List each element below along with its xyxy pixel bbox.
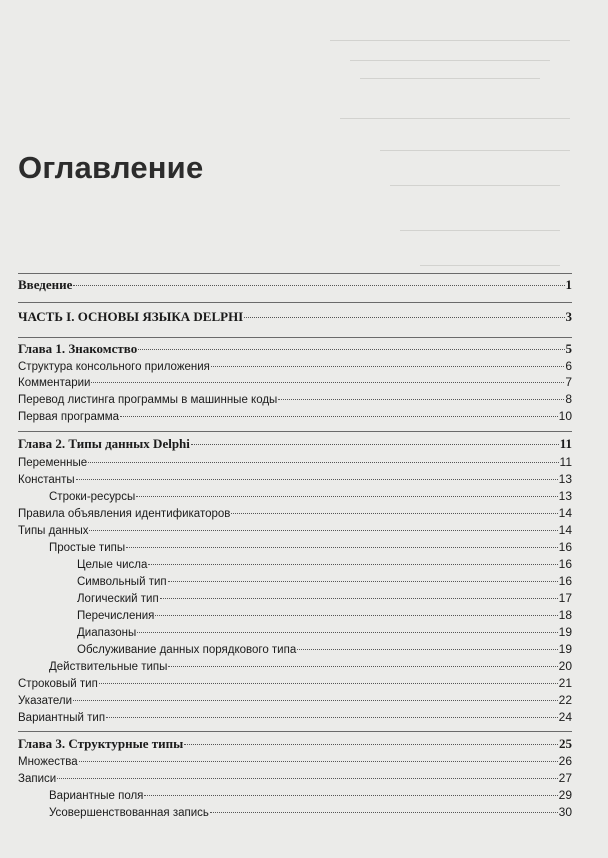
leader-dots	[57, 778, 557, 779]
section-divider	[18, 731, 572, 732]
toc-entry-label: Указатели	[18, 695, 73, 707]
toc-entry[interactable]	[77, 624, 572, 641]
toc-entry-label: Первая программа	[18, 411, 120, 423]
toc-entry-introduction[interactable]	[18, 277, 572, 293]
toc-entry[interactable]	[18, 505, 572, 522]
toc-entry[interactable]	[18, 471, 572, 488]
toc-entry-page: 19	[558, 642, 572, 656]
show-through	[420, 265, 560, 266]
toc-entry[interactable]	[18, 692, 572, 709]
toc-entry-label: Обслуживание данных порядкового типа	[77, 644, 297, 656]
leader-dots	[89, 530, 557, 531]
toc-entry[interactable]	[18, 358, 572, 375]
leader-dots	[184, 744, 558, 745]
toc-entry-label: Глава 3. Структурные типы	[18, 736, 184, 751]
leader-dots	[99, 683, 558, 684]
toc-entry-label: Правила объявления идентификаторов	[18, 508, 231, 520]
toc-entry-page: 13	[558, 472, 572, 486]
toc-entry-label: Перевод листинга программы в машинные коды	[18, 394, 278, 406]
toc-entry-label: Константы	[18, 474, 75, 486]
leader-dots	[76, 479, 558, 480]
toc-entry-chapter-3[interactable]	[18, 736, 572, 752]
leader-dots	[168, 581, 558, 582]
show-through	[330, 40, 570, 41]
toc-entry-page: 3	[565, 309, 572, 324]
toc-entry-label: Логический тип	[77, 593, 159, 605]
toc-entry[interactable]	[49, 488, 572, 505]
toc-entry-label: Записи	[18, 773, 57, 785]
leader-dots	[211, 366, 564, 367]
toc-entry-page: 14	[558, 506, 572, 520]
toc-entry-page: 17	[558, 591, 572, 605]
leader-dots	[191, 444, 559, 445]
toc-entry-label: Простые типы	[49, 542, 126, 554]
toc-entry-chapter-2[interactable]	[18, 436, 572, 452]
section-divider	[18, 302, 572, 303]
toc-entry-page: 22	[558, 693, 572, 707]
toc-entry[interactable]	[18, 753, 572, 770]
toc-entry[interactable]	[18, 770, 572, 787]
toc-entry-page: 16	[558, 574, 572, 588]
toc-entry-page: 19	[558, 625, 572, 639]
show-through	[380, 150, 570, 151]
leader-dots	[278, 399, 564, 400]
toc-entry-page: 11	[559, 436, 572, 451]
toc-entry-page: 25	[559, 736, 572, 751]
toc-entry-page: 29	[558, 788, 572, 802]
toc-entry-label: ЧАСТЬ I. ОСНОВЫ ЯЗЫКА DELPHI	[18, 309, 244, 324]
toc-entry[interactable]	[77, 590, 572, 607]
leader-dots	[297, 649, 557, 650]
toc-entry-label: Действительные типы	[49, 661, 168, 673]
toc-entry-label: Строковый тип	[18, 678, 98, 690]
toc-entry[interactable]	[77, 573, 572, 590]
toc-entry-page: 24	[558, 710, 572, 724]
toc-entry[interactable]	[18, 374, 572, 391]
toc-entry[interactable]	[49, 787, 572, 804]
leader-dots	[120, 416, 558, 417]
leader-dots	[137, 632, 557, 633]
toc-entry-page: 27	[558, 771, 572, 785]
section-divider	[18, 431, 572, 432]
toc-entry-page: 13	[558, 489, 572, 503]
toc-entry-label: Вариантные поля	[49, 790, 144, 802]
toc-entry-label: Множества	[18, 756, 78, 768]
toc-entry[interactable]	[49, 658, 572, 675]
toc-entry[interactable]	[18, 408, 572, 425]
toc-entry[interactable]	[49, 539, 572, 556]
toc-entry-label: Целые числа	[77, 559, 148, 571]
toc-entry-page: 11	[559, 455, 572, 469]
toc-entry-label: Вариантный тип	[18, 712, 106, 724]
toc-entry-label: Строки-ресурсы	[49, 491, 136, 503]
toc-entry-chapter-1[interactable]	[18, 341, 572, 357]
toc-entry-page: 16	[558, 557, 572, 571]
toc-entry[interactable]	[77, 607, 572, 624]
leader-dots	[91, 382, 564, 383]
leader-dots	[210, 812, 558, 813]
toc-entry-label: Перечисления	[77, 610, 155, 622]
toc-entry-label: Структура консольного приложения	[18, 361, 210, 373]
toc-entry-page: 6	[565, 359, 572, 373]
toc-entry-label: Типы данных	[18, 525, 89, 537]
page-title: Оглавление	[18, 150, 204, 185]
toc-entry[interactable]	[18, 391, 572, 408]
leader-dots	[155, 615, 557, 616]
toc-entry-label: Диапазоны	[77, 627, 137, 639]
leader-dots	[79, 761, 558, 762]
toc-entry[interactable]	[18, 522, 572, 539]
toc-entry-label: Переменные	[18, 457, 88, 469]
show-through	[390, 185, 560, 186]
toc-entry[interactable]	[18, 454, 572, 471]
toc-entry-label: Символьный тип	[77, 576, 167, 588]
leader-dots	[106, 717, 558, 718]
leader-dots	[244, 317, 564, 318]
toc-entry-page: 5	[565, 341, 572, 356]
leader-dots	[138, 349, 564, 350]
toc-entry[interactable]	[77, 641, 572, 658]
toc-entry[interactable]	[18, 709, 572, 726]
leader-dots	[126, 547, 558, 548]
leader-dots	[144, 795, 557, 796]
leader-dots	[231, 513, 557, 514]
toc-entry[interactable]	[18, 675, 572, 692]
show-through	[360, 78, 540, 79]
toc-entry-label: Усовершенствованная запись	[49, 807, 209, 819]
toc-entry-page: 8	[565, 392, 572, 406]
section-divider	[18, 337, 572, 338]
show-through	[350, 60, 550, 61]
leader-dots	[168, 666, 557, 667]
leader-dots	[148, 564, 557, 565]
toc-entry-label: Комментарии	[18, 377, 91, 389]
toc-entry-page: 30	[558, 805, 572, 819]
toc-entry-part-1[interactable]	[18, 309, 572, 325]
toc-entry-label: Введение	[18, 277, 73, 292]
leader-dots	[88, 462, 558, 463]
toc-entry-page: 10	[558, 409, 572, 423]
toc-entry-page: 20	[558, 659, 572, 673]
toc-entry-label: Глава 1. Знакомство	[18, 341, 138, 356]
toc-entry[interactable]	[77, 556, 572, 573]
toc-entry-page: 21	[558, 676, 572, 690]
leader-dots	[73, 700, 558, 701]
toc-entry-page: 14	[558, 523, 572, 537]
leader-dots	[136, 496, 557, 497]
toc-entry-page: 1	[565, 277, 572, 292]
toc-entry[interactable]	[49, 804, 572, 821]
toc-entry-page: 18	[558, 608, 572, 622]
toc-entry-page: 7	[565, 375, 572, 389]
leader-dots	[73, 285, 564, 286]
show-through	[340, 118, 570, 119]
show-through	[400, 230, 560, 231]
section-divider	[18, 273, 572, 274]
toc-entry-page: 26	[558, 754, 572, 768]
toc-entry-page: 16	[558, 540, 572, 554]
toc-entry-label: Глава 2. Типы данных Delphi	[18, 436, 190, 451]
leader-dots	[160, 598, 558, 599]
